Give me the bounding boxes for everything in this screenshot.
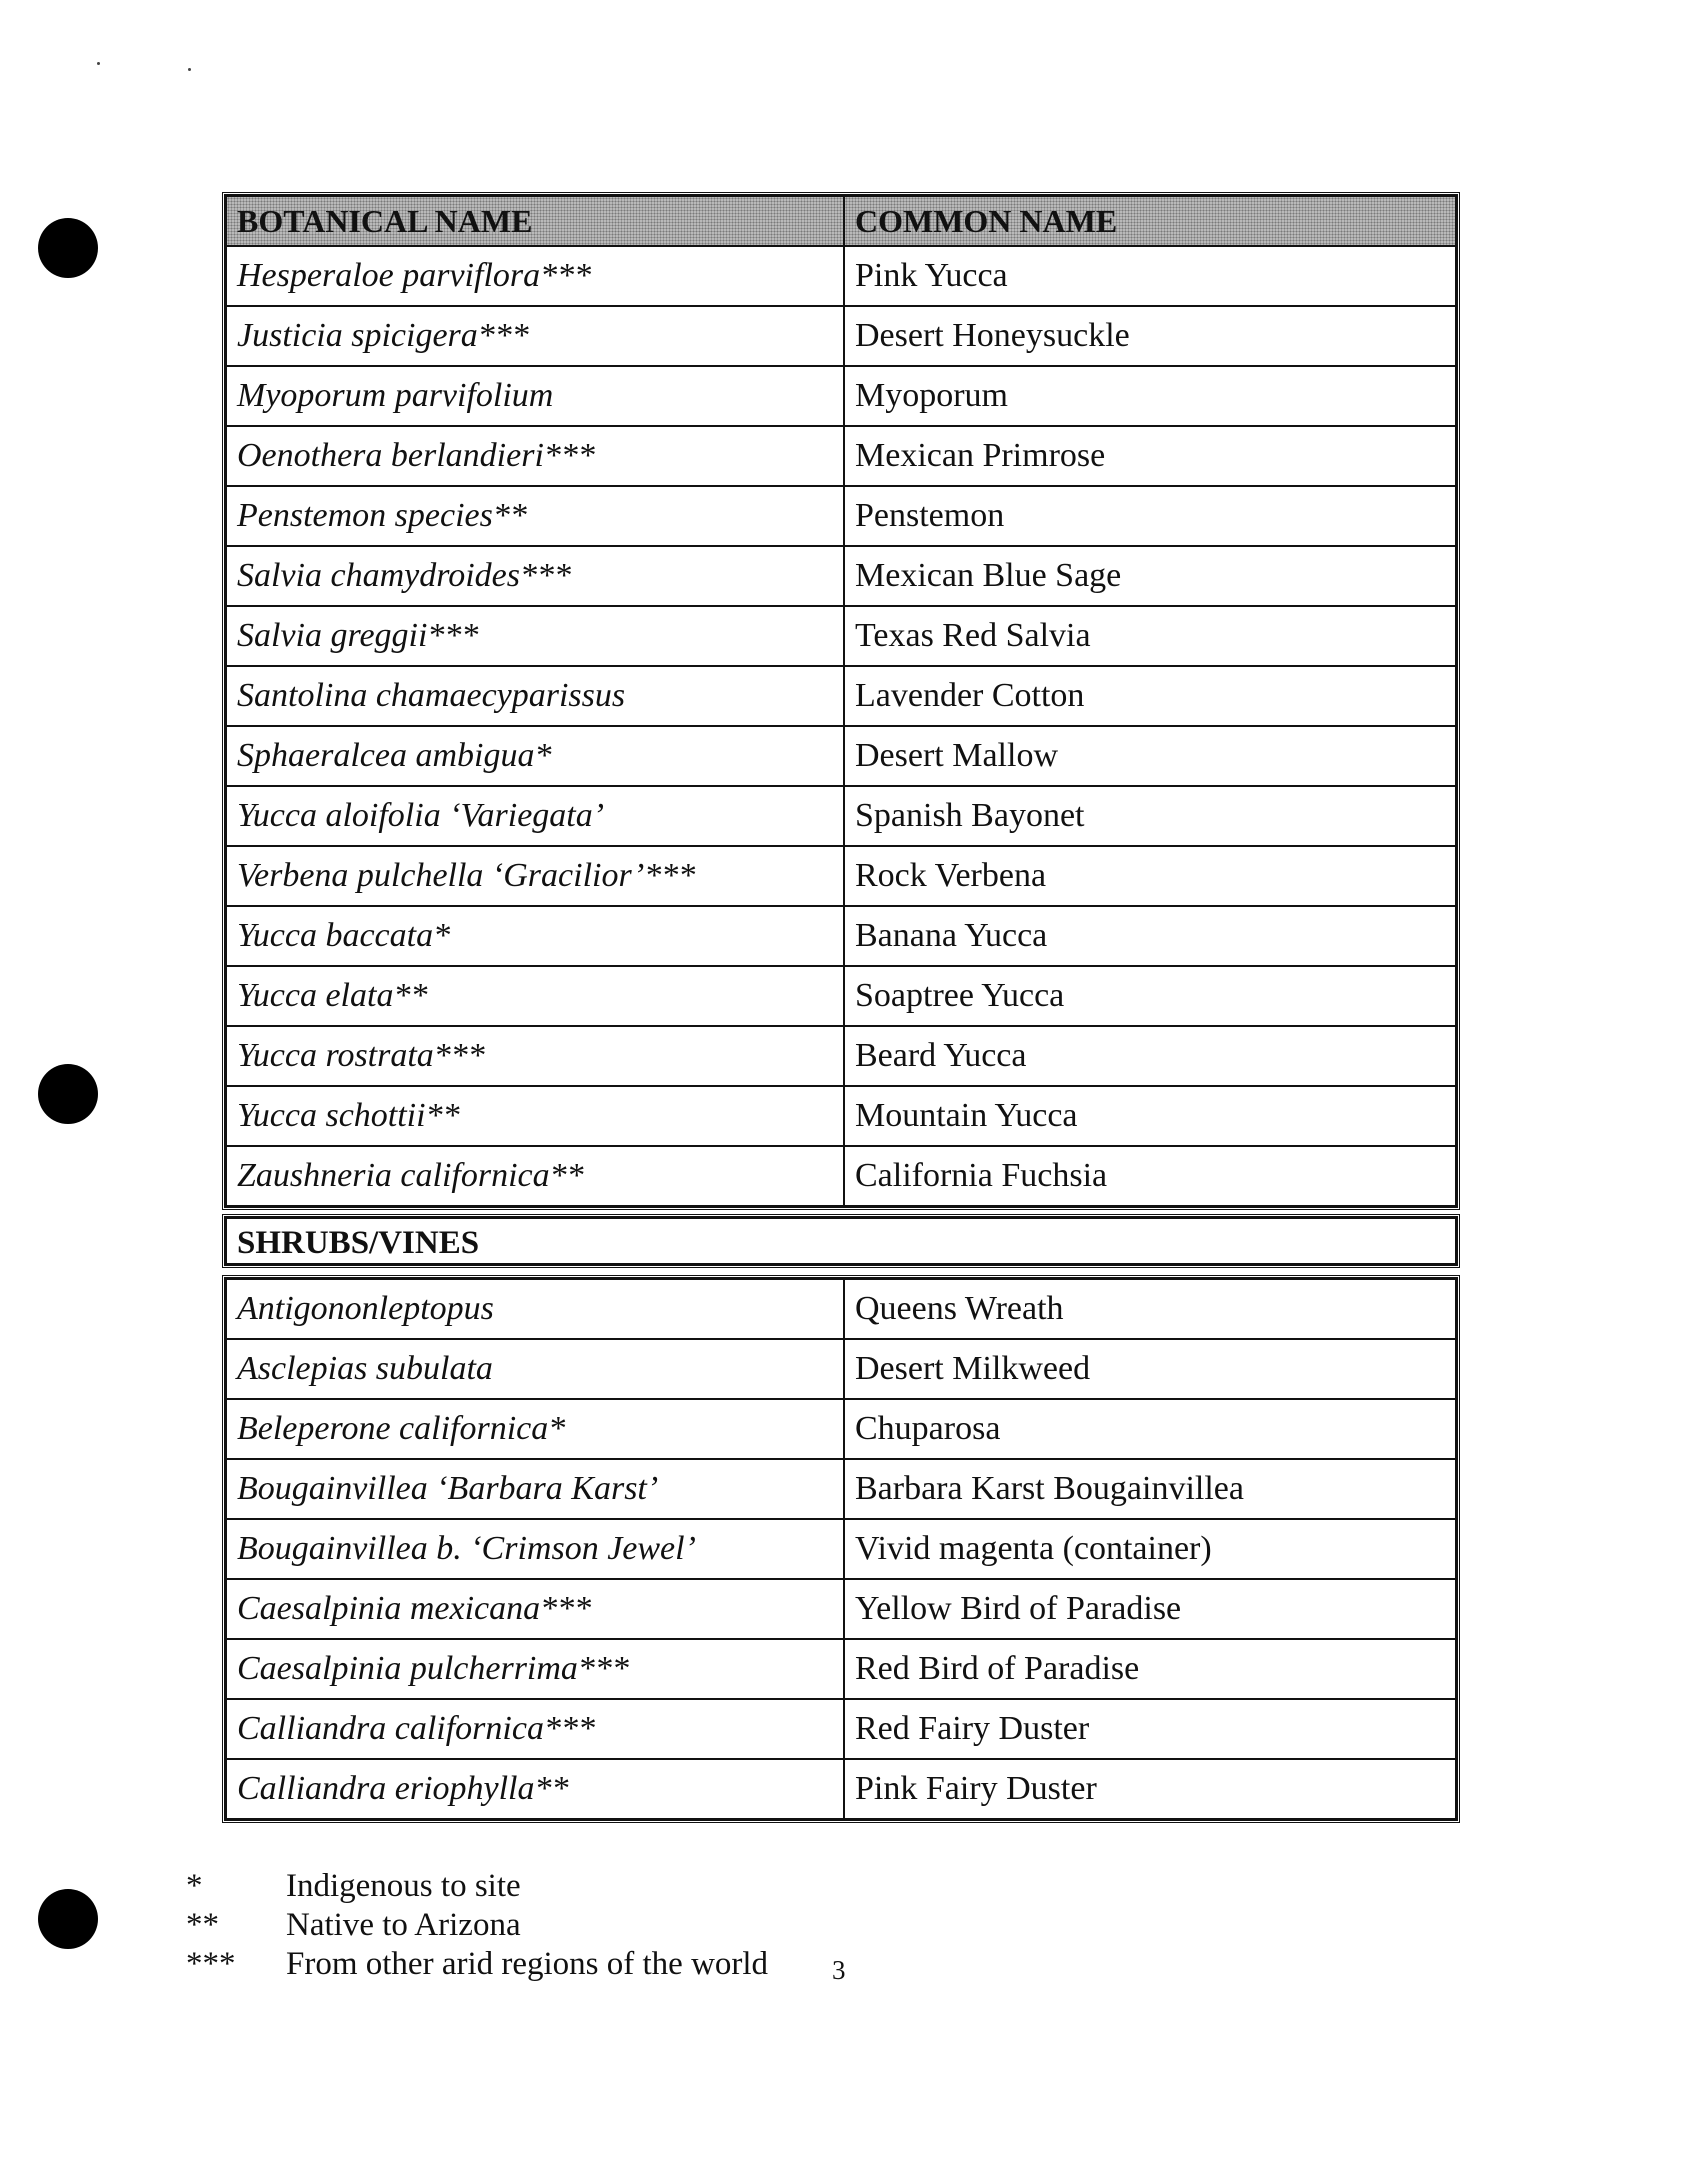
table-row: [226, 246, 1456, 306]
botanical-name-cell: Yucca schottii**: [226, 1086, 844, 1146]
botanical-name-cell: Asclepias subulata: [226, 1339, 844, 1399]
legend: [186, 1867, 768, 1984]
common-name-header: COMMON NAME: [844, 196, 1456, 246]
common-name-cell: Spanish Bayonet: [844, 786, 1456, 846]
table-header-row: [226, 196, 1456, 246]
botanical-name-cell: Beleperone californica*: [226, 1399, 844, 1459]
legend-row: [186, 1867, 768, 1906]
table-row: [226, 846, 1456, 906]
shrubs-vines-section: [222, 1214, 1460, 1268]
botanical-name-cell: Caesalpinia pulcherrima***: [226, 1639, 844, 1699]
common-name-cell: Desert Honeysuckle: [844, 306, 1456, 366]
table-row: [226, 786, 1456, 846]
common-name-cell: Vivid magenta (container): [844, 1519, 1456, 1579]
table-row: [226, 546, 1456, 606]
common-name-cell: Mexican Blue Sage: [844, 546, 1456, 606]
common-name-cell: Desert Mallow: [844, 726, 1456, 786]
legend-mark: ***: [186, 1946, 236, 1982]
shrubs-table-grid: [225, 1278, 1457, 1820]
common-name-cell: Penstemon: [844, 486, 1456, 546]
common-name-cell: Queens Wreath: [844, 1279, 1456, 1339]
table-row: [226, 486, 1456, 546]
common-name-cell: Banana Yucca: [844, 906, 1456, 966]
table-row: [226, 1459, 1456, 1519]
common-name-cell: Desert Milkweed: [844, 1339, 1456, 1399]
table-row: [226, 1699, 1456, 1759]
botanical-name-cell: Bougainvillea b. ‘Crimson Jewel’: [226, 1519, 844, 1579]
section-title: SHRUBS/VINES: [225, 1217, 1457, 1265]
legend-text: Native to Arizona: [286, 1907, 521, 1943]
common-name-cell: Beard Yucca: [844, 1026, 1456, 1086]
common-name-cell: Texas Red Salvia: [844, 606, 1456, 666]
botanical-name-cell: Antigononleptopus: [226, 1279, 844, 1339]
table-row: [226, 1026, 1456, 1086]
punch-hole-middle: [38, 1064, 98, 1124]
common-name-cell: Rock Verbena: [844, 846, 1456, 906]
table-row: [226, 666, 1456, 726]
scan-speck: [97, 62, 100, 65]
table-row: [226, 366, 1456, 426]
common-name-cell: Barbara Karst Bougainvillea: [844, 1459, 1456, 1519]
table-row: [226, 1759, 1456, 1819]
legend-row: [186, 1945, 768, 1984]
table-row: [226, 1399, 1456, 1459]
common-name-cell: Red Fairy Duster: [844, 1699, 1456, 1759]
table-row: [226, 1339, 1456, 1399]
table-row: [226, 1086, 1456, 1146]
botanical-name-cell: Zaushneria californica**: [226, 1146, 844, 1206]
botanical-name-cell: Yucca elata**: [226, 966, 844, 1026]
shrub-rows: [226, 1279, 1456, 1819]
table-row: [226, 306, 1456, 366]
table-row: [226, 426, 1456, 486]
plant-table-grid: [225, 195, 1457, 1207]
botanical-name-cell: Oenothera berlandieri***: [226, 426, 844, 486]
botanical-name-cell: Yucca baccata*: [226, 906, 844, 966]
botanical-name-cell: Calliandra eriophylla**: [226, 1759, 844, 1819]
botanical-name-cell: Yucca aloifolia ‘Variegata’: [226, 786, 844, 846]
botanical-name-cell: Caesalpinia mexicana***: [226, 1579, 844, 1639]
botanical-name-cell: Santolina chamaecyparissus: [226, 666, 844, 726]
common-name-cell: Red Bird of Paradise: [844, 1639, 1456, 1699]
common-name-cell: Yellow Bird of Paradise: [844, 1579, 1456, 1639]
common-name-cell: Mexican Primrose: [844, 426, 1456, 486]
groundcover-rows: [226, 246, 1456, 1206]
botanical-name-cell: Penstemon species**: [226, 486, 844, 546]
common-name-cell: Pink Fairy Duster: [844, 1759, 1456, 1819]
table-row: [226, 906, 1456, 966]
punch-hole-bottom: [38, 1889, 98, 1949]
shrubs-table: [222, 1275, 1460, 1823]
legend-row: [186, 1906, 768, 1945]
botanical-name-cell: Bougainvillea ‘Barbara Karst’: [226, 1459, 844, 1519]
punch-hole-top: [38, 218, 98, 278]
common-name-cell: Chuparosa: [844, 1399, 1456, 1459]
legend-text: Indigenous to site: [286, 1868, 521, 1904]
botanical-name-cell: Sphaeralcea ambigua*: [226, 726, 844, 786]
botanical-name-cell: Hesperaloe parviflora***: [226, 246, 844, 306]
table-row: [226, 1146, 1456, 1206]
scan-speck: [188, 68, 191, 71]
legend-text: From other arid regions of the world: [286, 1946, 769, 1982]
plant-table: [222, 192, 1460, 1210]
table-row: [226, 1579, 1456, 1639]
botanical-name-cell: Calliandra californica***: [226, 1699, 844, 1759]
common-name-cell: Lavender Cotton: [844, 666, 1456, 726]
table-row: [226, 966, 1456, 1026]
botanical-name-header: BOTANICAL NAME: [226, 196, 844, 246]
table-row: [226, 726, 1456, 786]
common-name-cell: Myoporum: [844, 366, 1456, 426]
table-row: [226, 1519, 1456, 1579]
botanical-name-cell: Salvia greggii***: [226, 606, 844, 666]
table-row: [226, 1279, 1456, 1339]
page-number: 3: [832, 1955, 846, 1985]
table-row: [226, 1639, 1456, 1699]
legend-mark: **: [186, 1907, 219, 1943]
botanical-name-cell: Myoporum parvifolium: [226, 366, 844, 426]
botanical-name-cell: Justicia spicigera***: [226, 306, 844, 366]
botanical-name-cell: Salvia chamydroides***: [226, 546, 844, 606]
common-name-cell: Mountain Yucca: [844, 1086, 1456, 1146]
botanical-name-cell: Yucca rostrata***: [226, 1026, 844, 1086]
botanical-name-cell: Verbena pulchella ‘Gracilior’***: [226, 846, 844, 906]
table-row: [226, 606, 1456, 666]
common-name-cell: Soaptree Yucca: [844, 966, 1456, 1026]
legend-mark: *: [186, 1868, 203, 1904]
common-name-cell: California Fuchsia: [844, 1146, 1456, 1206]
common-name-cell: Pink Yucca: [844, 246, 1456, 306]
